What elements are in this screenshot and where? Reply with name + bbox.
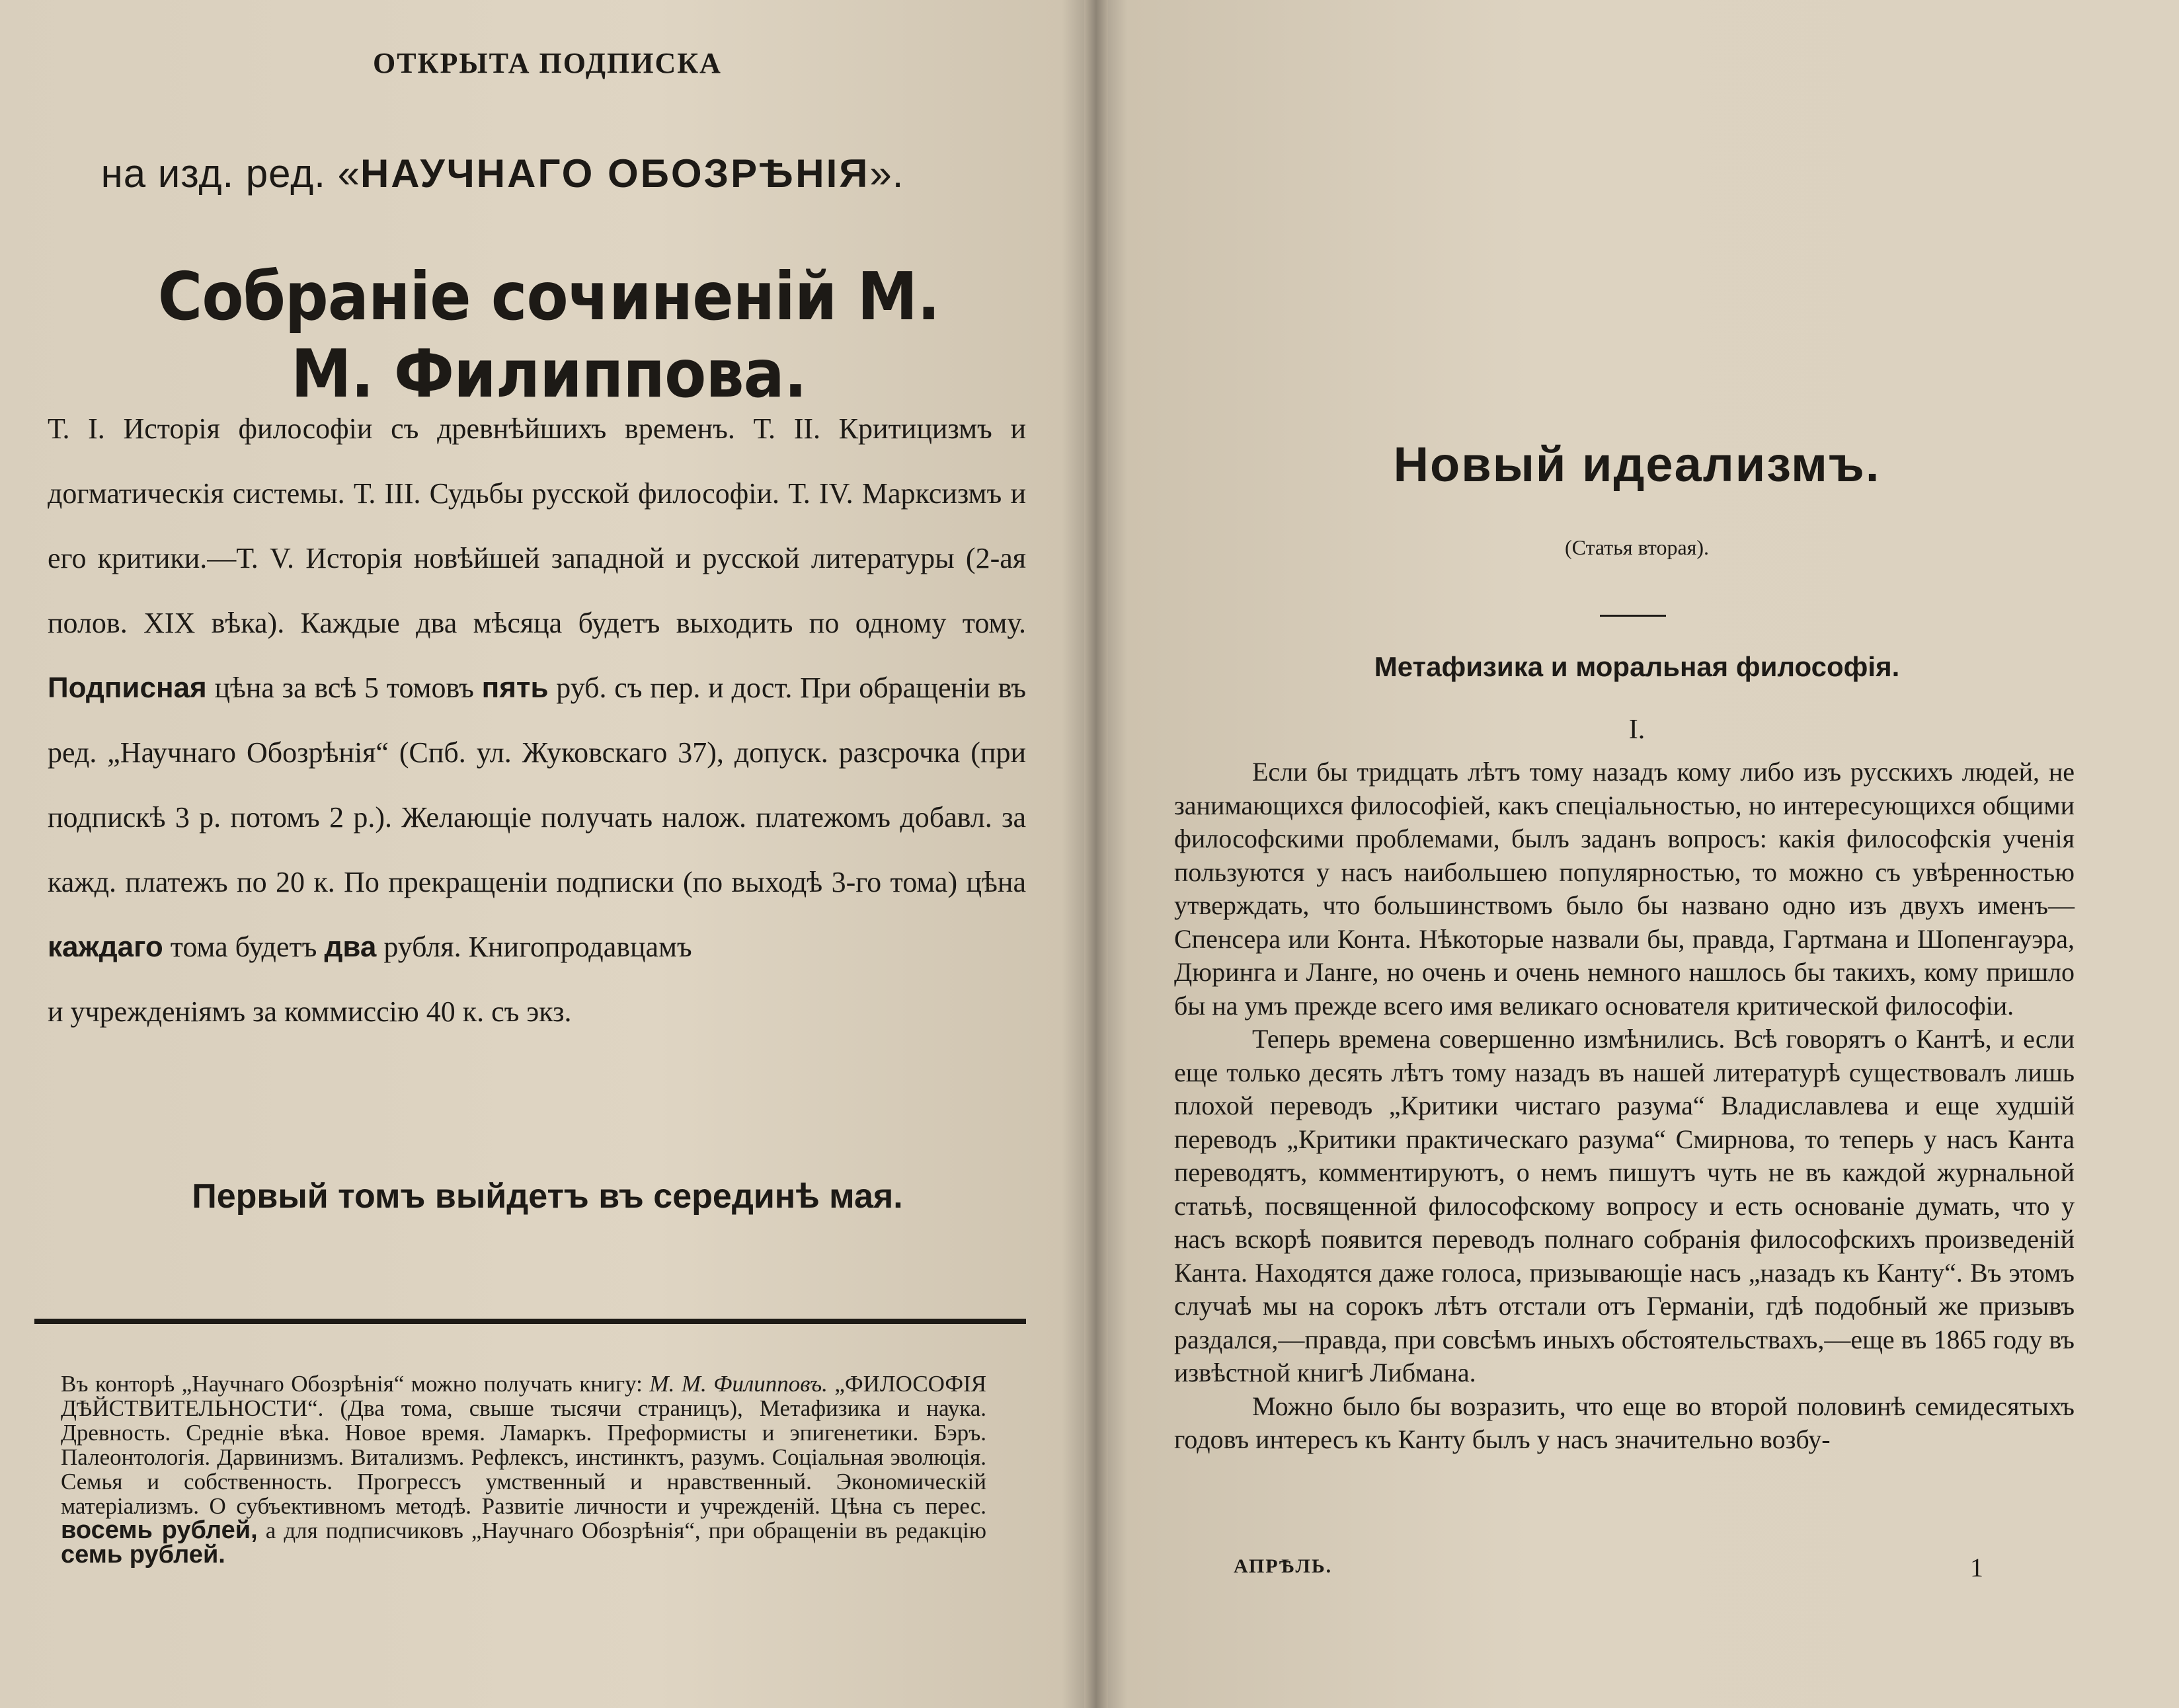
body-text-f: рубля. Книгопродавцамъ [383, 931, 692, 963]
note-text-c: а для подписчиковъ „Научнаго Обозрѣнія“, при обращеніи въ редакцію [265, 1518, 987, 1543]
first-volume-notice: Первый томъ выйдетъ въ серединѣ мая. [192, 1177, 903, 1216]
body-text-e: тома будетъ [170, 931, 317, 963]
book-gutter [1084, 0, 1108, 1708]
article-title: Новый идеализмъ. [1393, 437, 1881, 492]
paragraph: Если бы тридцать лѣтъ тому назадъ кому либо изъ русскихъ людей, не занимающихся философіей, какъ спеціальностью, но интересующихся общими философскими проблемами, былъ заданъ вопросъ: какія философскія ученія пользуются у насъ наибольшею популярностью, то можно съ увѣренностью утверждать, что большинствомъ было бы названо одно изъ двухъ именъ—Спенсера или Конта. Нѣкоторые назвали бы, правда, Гартмана и Шопенгауэра, Дюринга и Ланге, но очень и очень немного нашлось бы такихъ, кому пришло бы на умъ прежде всего имя великаго основателя критической философіи. [1174, 757, 2075, 1021]
subscription-heading: ОТКРЫТА ПОДПИСКА [373, 47, 722, 79]
body-bold-each: каждаго [48, 931, 163, 963]
section-heading: Метафизика и моральная философія. [1374, 651, 1900, 682]
subscription-body [48, 397, 1026, 1044]
note-price-regular: восемь рублей, [61, 1516, 258, 1544]
horizontal-rule [34, 1319, 1026, 1324]
article-subtitle: (Статья вторая). [1564, 535, 1710, 559]
signature-mark: АПРѢЛЬ. [1234, 1555, 1333, 1577]
body-text-c: цѣна за всѣ 5 томовъ [214, 672, 474, 704]
journal-name: НАУЧНАГО ОБОЗРѢНІЯ [360, 151, 870, 196]
body-bold-five: пять [481, 672, 549, 704]
note-text-a: Въ конторѣ „Научнаго Обозрѣнія“ можно получать книгу: [61, 1371, 643, 1397]
publisher-line-post: ». [869, 151, 904, 196]
short-divider [1600, 615, 1666, 617]
collected-works-title: Собраніе сочиненій М. М. Филиппова. [157, 258, 940, 412]
publisher-line [0, 151, 1005, 196]
section-numeral: I. [1628, 715, 1645, 745]
note-author: М. М. Филипповъ. [649, 1371, 828, 1397]
paragraph: Теперь времена совершенно измѣнились. Всѣ говорятъ о Кантѣ, и если еще только десять лѣтъ тому назадъ въ нашей литературѣ существовалъ лишь плохой переводъ „Критики чистаго разума“ Владиславлева и еще худшій переводъ „Критики практическаго разума“ Смирнова, то теперь у насъ Канта переводятъ, комментируютъ, о немъ пишутъ чуть не въ каждой журнальной статьѣ, посвященной философскому вопросу и есть основаніе думать, что у насъ вскорѣ появится переводъ полнаго собранія философскихъ произведеній Канта. Находятся даже голоса, призывающіе насъ „назадъ къ Канту“. Въ этомъ случаѣ мы на сорокъ лѣтъ отстали отъ Германіи, гдѣ подобный же призывъ раздался,—правда, при совсѣмъ иныхъ обстоятельствахъ,—еще въ 1865 году въ извѣстной книгѣ Либмана. [1174, 1024, 2075, 1387]
paragraph: Можно было бы возразить, что еще во второй половинѣ семидесятыхъ годовъ интересъ къ Канту былъ у насъ значительно возбу- [1174, 1391, 2075, 1454]
article-body [1174, 756, 2075, 1457]
body-bold-subscription: Подписная [48, 672, 207, 704]
note-text-b: „ФИЛОСОФІЯ ДѢЙСТВИТЕЛЬНОСТИ“. (Два тома, свыше тысячи страницъ), Метафизика и наука. Древность. Средніе вѣка. Новое время. Ламаркъ. Преформисты и эпигенетики. Бэръ. Палеонтологія. Дарвинизмъ. Витализмъ. Рефлексъ, инстинктъ, разумъ. Соціальная эволюція. Семья и собственность. Прогрессъ умственный и нравственный. Экономическій матеріализмъ. О субъективномъ методѣ. Развитіе личности и учрежденій. Цѣна съ перес. [61, 1371, 987, 1519]
body-last-line: и учрежденіямъ за коммиссію 40 к. съ экз. [48, 995, 572, 1028]
body-bold-two: два [324, 931, 377, 963]
body-text-a: Т. I. Исторія философіи съ древнѣйшихъ временъ. Т. II. Критицизмъ и догматическія системы. Т. III. Судьбы русской философіи. Т. IV. Марксизмъ и его критики.—Т. V. Исторія новѣйшей западной и русской литературы (2-ая полов. XIX вѣка). Каждые два мѣсяца будетъ выходить по одному тому. [48, 412, 1026, 639]
page-number: 1 [1970, 1553, 1983, 1582]
publisher-line-pre: на изд. ред. « [100, 151, 360, 196]
advert-note [61, 1372, 986, 1567]
body-text-d: руб. съ пер. и дост. При обращеніи въ ред. „Научнаго Обозрѣнія“ (Спб. ул. Жуковскаго 37), допуск. разсрочка (при подпискѣ 3 р. потомъ 2 р.). Желающіе получать налож. платежомъ добавл. за кажд. платежъ по 20 к. По прекращеніи подписки (по выходѣ 3-го тома) цѣна [48, 672, 1027, 898]
note-price-subscribers: семь рублей. [61, 1541, 225, 1569]
